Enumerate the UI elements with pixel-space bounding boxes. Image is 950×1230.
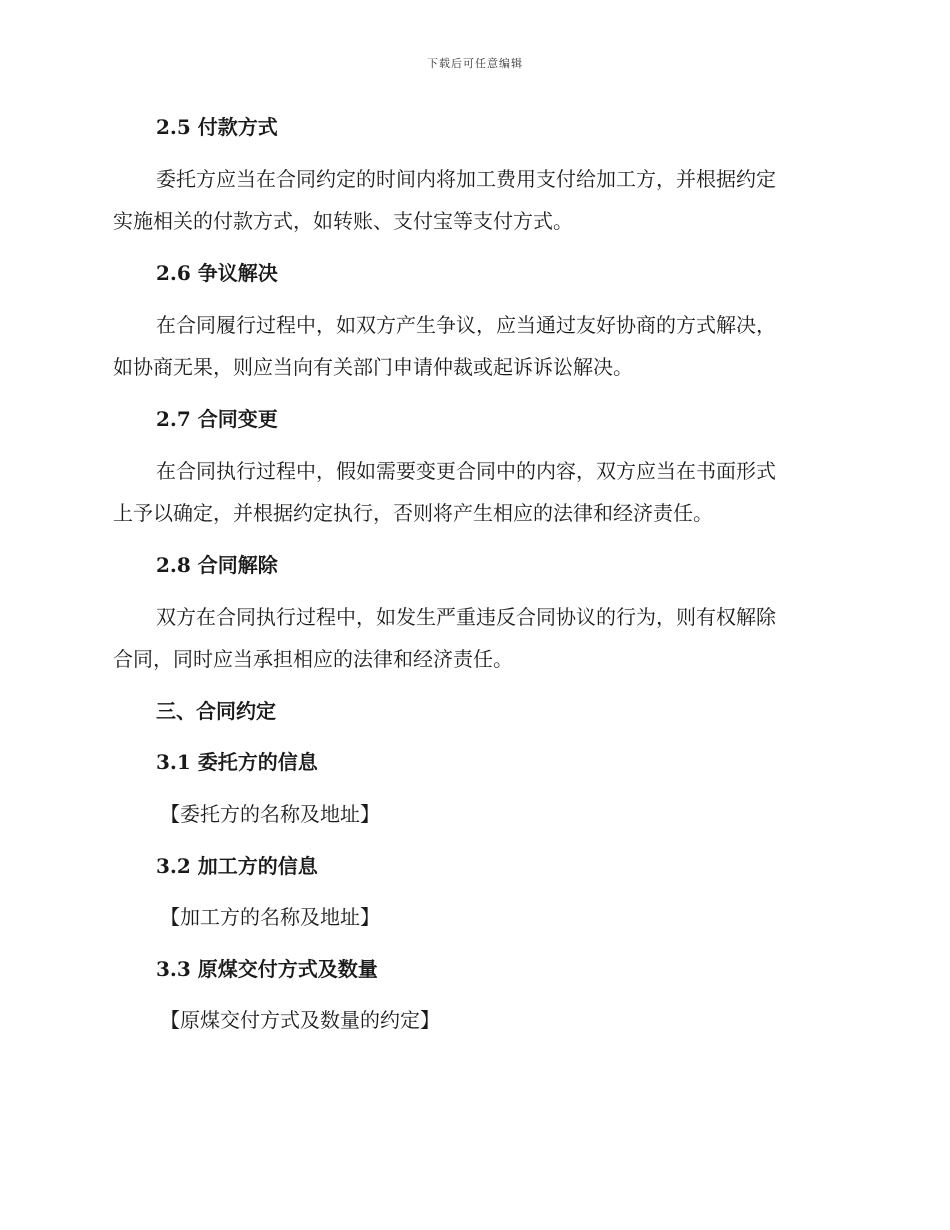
paragraph-line: 在合同执行过程中，假如需要变更合同中的内容，双方应当在书面形式 xyxy=(156,459,776,483)
section-heading-2-5: 2.5 付款方式 xyxy=(156,115,278,139)
paragraph-line: 双方在合同执行过程中，如发生严重违反合同协议的行为，则有权解除 xyxy=(156,605,776,629)
section-heading-3-2: 3.2 加工方的信息 xyxy=(156,854,318,878)
paragraph-line: 委托方应当在合同约定的时间内将加工费用支付给加工方，并根据约定 xyxy=(156,167,776,191)
paragraph-line: 上予以确定，并根据约定执行，否则将产生相应的法律和经济责任。 xyxy=(113,501,713,525)
section-heading-2-8: 2.8 合同解除 xyxy=(156,553,278,577)
paragraph-line: 如协商无果，则应当向有关部门申请仲裁或起诉诉讼解决。 xyxy=(113,355,633,379)
section-heading-3-3: 3.3 原煤交付方式及数量 xyxy=(156,957,378,981)
placeholder-text: 【加工方的名称及地址】 xyxy=(160,905,380,929)
placeholder-text: 【委托方的名称及地址】 xyxy=(160,802,380,826)
chapter-heading-3: 三、合同约定 xyxy=(156,699,276,723)
section-heading-2-6: 2.6 争议解决 xyxy=(156,261,278,285)
paragraph-line: 实施相关的付款方式，如转账、支付宝等支付方式。 xyxy=(113,209,573,233)
section-heading-3-1: 3.1 委托方的信息 xyxy=(156,750,318,774)
page-header: 下载后可任意编辑 xyxy=(427,57,523,70)
paragraph-line: 合同，同时应当承担相应的法律和经济责任。 xyxy=(113,647,513,671)
section-heading-2-7: 2.7 合同变更 xyxy=(156,407,278,431)
paragraph-line: 在合同履行过程中，如双方产生争议，应当通过友好协商的方式解决， xyxy=(156,313,776,337)
placeholder-text: 【原煤交付方式及数量的约定】 xyxy=(160,1008,440,1032)
